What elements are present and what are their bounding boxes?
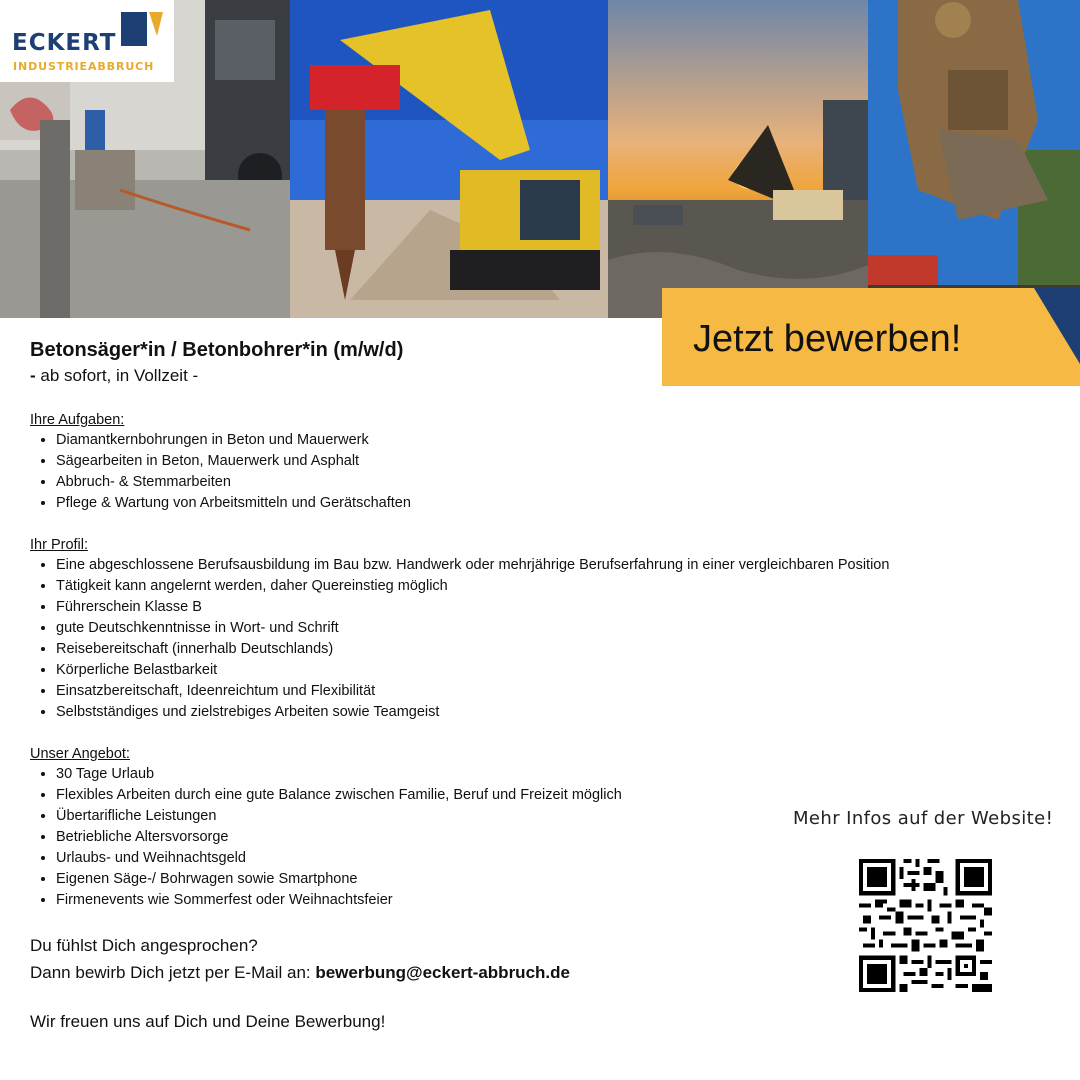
list-item: • Diamantkernbohrungen in Beton und Mauerwerk xyxy=(56,430,1030,451)
excavator-sunset-photo xyxy=(608,0,868,318)
logo-name: ECKERT xyxy=(12,30,117,56)
subtitle-dash: - xyxy=(30,366,36,385)
logo-tagline: INDUSTRIEABBRUCH xyxy=(13,60,155,73)
list-item: • Flexibles Arbeiten durch eine gute Balance zwischen Familie, Beruf und Freizeit möglich xyxy=(56,785,1030,806)
list-item: • Selbstständiges und zielstrebiges Arbeiten sowie Teamgeist xyxy=(56,702,1030,723)
offer-heading: Unser Angebot: xyxy=(30,746,130,762)
excavator-hammer-photo xyxy=(290,0,608,318)
closing-thanks: Wir freuen uns auf Dich und Deine Bewerbung! xyxy=(30,1012,386,1031)
list-item: • Sägearbeiten in Beton, Mauerwerk und Asphalt xyxy=(56,451,1030,472)
closing-question: Du fühlst Dich angesprochen? xyxy=(30,936,258,955)
qr-code-icon[interactable] xyxy=(859,859,992,992)
subtitle-text: ab sofort, in Vollzeit - xyxy=(35,366,199,385)
job-title: Betonsäger*in / Betonbohrer*in (m/w/d) xyxy=(30,339,404,361)
banner-corner-accent xyxy=(1034,288,1080,364)
list-item: • Übertarifliche Leistungen xyxy=(56,806,1030,827)
list-item: • Firmenevents wie Sommerfest oder Weihnachtsfeier xyxy=(56,890,1030,911)
demolition-shear-photo xyxy=(868,0,1080,318)
apply-now-text: Jetzt bewerben! xyxy=(693,318,962,360)
profile-heading: Ihr Profil: xyxy=(30,537,89,553)
list-item: • Führerschein Klasse B xyxy=(56,597,1030,618)
apply-prefix: Dann bewirb Dich jetzt per E-Mail an: xyxy=(30,963,316,982)
list-item: • Urlaubs- und Weihnachtsgeld xyxy=(56,848,1030,869)
list-item: • Eine abgeschlossene Berufsausbildung im Bau bzw. Handwerk oder mehrjährige Berufserfahrung in einer vergleichbaren Position xyxy=(56,555,1030,576)
profile-list xyxy=(30,555,1030,723)
list-item: • Tätigkeit kann angelernt werden, daher Quereinstieg möglich xyxy=(56,576,1030,597)
application-email[interactable]: bewerbung@eckert-abbruch.de xyxy=(315,963,570,982)
list-item: • Eigenen Säge-/ Bohrwagen sowie Smartphone xyxy=(56,869,1030,890)
company-logo xyxy=(0,0,174,82)
list-item: • gute Deutschkenntnisse in Wort- und Schrift xyxy=(56,618,1030,639)
logo-mark-icon xyxy=(121,12,163,46)
job-subtitle xyxy=(30,364,1030,388)
list-item: • Abbruch- & Stemmarbeiten xyxy=(56,472,1030,493)
list-item: • Betriebliche Altersvorsorge xyxy=(56,827,1030,848)
list-item: • Reisebereitschaft (innerhalb Deutschlands) xyxy=(56,639,1030,660)
list-item: • Einsatzbereitschaft, Ideenreichtum und Flexibilität xyxy=(56,681,1030,702)
tasks-heading: Ihre Aufgaben: xyxy=(30,412,125,428)
list-item: • Körperliche Belastbarkeit xyxy=(56,660,1030,681)
list-item: • Pflege & Wartung von Arbeitsmitteln und Gerätschaften xyxy=(56,493,1030,514)
list-item: • 30 Tage Urlaub xyxy=(56,764,1030,785)
more-info-text: Mehr Infos auf der Website! xyxy=(793,808,1054,829)
tasks-list xyxy=(30,430,1030,514)
